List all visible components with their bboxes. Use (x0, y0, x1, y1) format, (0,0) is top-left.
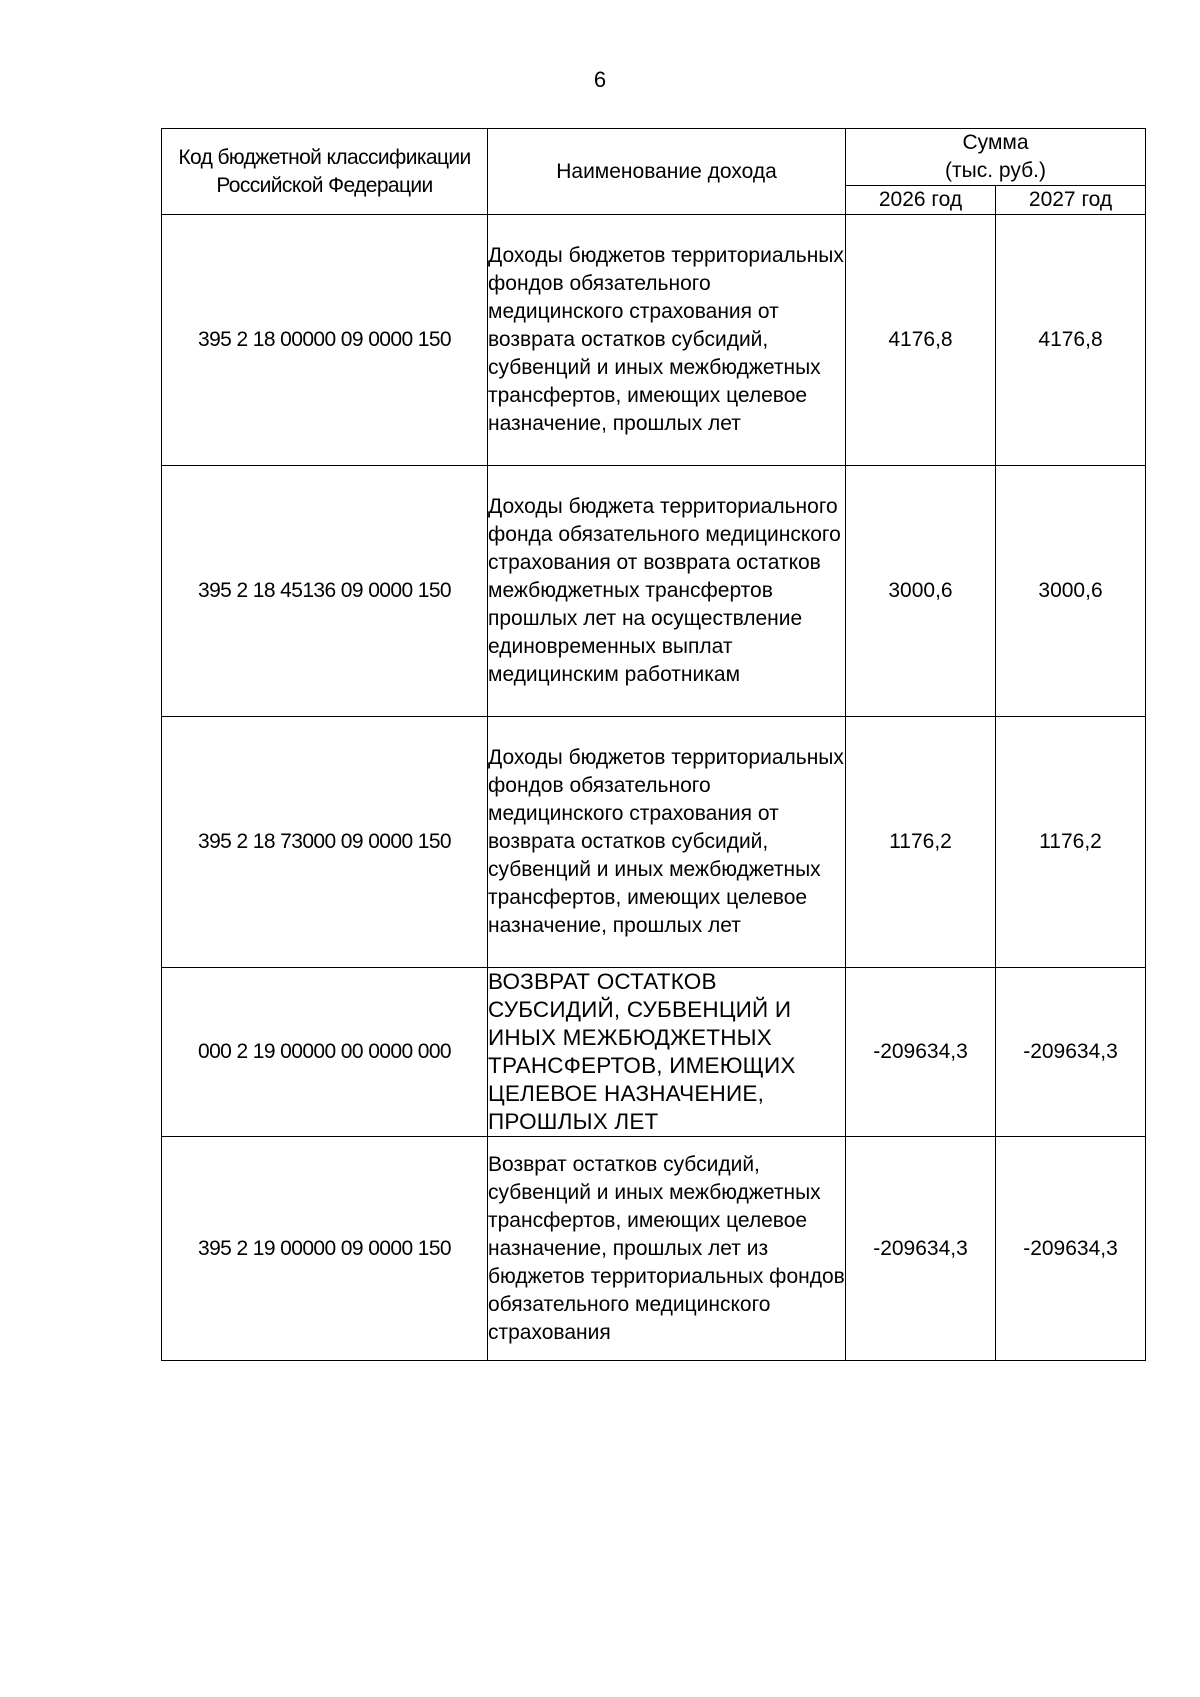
page-number: 6 (593, 67, 607, 92)
header-sum-unit: (тыс. руб.) (945, 159, 1046, 182)
header-year-2026: 2026 год (846, 186, 996, 215)
revenue-table (161, 128, 1146, 1361)
table-row (162, 466, 1146, 717)
row-code: 395 2 18 45136 09 0000 150 (162, 466, 488, 717)
row-value-2026: -209634,3 (846, 1137, 996, 1361)
row-name: ВОЗВРАТ ОСТАТКОВ СУБСИДИЙ, СУБВЕНЦИЙ И ИНЫХ МЕЖБЮДЖЕТНЫХ ТРАНСФЕРТОВ, ИМЕЮЩИХ ЦЕЛЕВОЕ НАЗНАЧЕНИЕ, ПРОШЛЫХ ЛЕТ (488, 968, 846, 1137)
header-code: Код бюджетной классификации Российской Федерации (162, 129, 488, 215)
header-year-2027: 2027 год (996, 186, 1146, 215)
table-row (162, 215, 1146, 466)
row-value-2027: 3000,6 (996, 466, 1146, 717)
row-value-2027: 1176,2 (996, 717, 1146, 968)
row-value-2027: -209634,3 (996, 1137, 1146, 1361)
table-row (162, 1137, 1146, 1361)
row-value-2026: -209634,3 (846, 968, 996, 1137)
row-value-2026: 4176,8 (846, 215, 996, 466)
table-row (162, 968, 1146, 1137)
row-name: Возврат остатков субсидий, субвенций и иных межбюджетных трансфертов, имеющих целевое назначение, прошлых лет из бюджетов территориальных фондов обязательного медицинского страхования (488, 1137, 846, 1361)
row-name: Доходы бюджетов территориальных фондов обязательного медицинского страхования от возврата остатков субсидий, субвенций и иных межбюджетных трансфертов, имеющих целевое назначение, прошлых лет (488, 215, 846, 466)
row-code: 000 2 19 00000 00 0000 000 (162, 968, 488, 1137)
row-code: 395 2 18 73000 09 0000 150 (162, 717, 488, 968)
row-value-2026: 3000,6 (846, 466, 996, 717)
header-sum-label: Сумма (962, 131, 1029, 154)
row-name: Доходы бюджета территориального фонда обязательного медицинского страхования от возврата остатков межбюджетных трансфертов прошлых лет на осуществление единовременных выплат медицинским работникам (488, 466, 846, 717)
row-code: 395 2 18 00000 09 0000 150 (162, 215, 488, 466)
row-value-2027: -209634,3 (996, 968, 1146, 1137)
row-value-2027: 4176,8 (996, 215, 1146, 466)
row-code: 395 2 19 00000 09 0000 150 (162, 1137, 488, 1361)
table-row (162, 717, 1146, 968)
row-value-2026: 1176,2 (846, 717, 996, 968)
header-row-1 (162, 129, 1146, 186)
header-sum (846, 129, 1146, 186)
header-name: Наименование дохода (488, 129, 846, 215)
row-name: Доходы бюджетов территориальных фондов обязательного медицинского страхования от возврата остатков субсидий, субвенций и иных межбюджетных трансфертов, имеющих целевое назначение, прошлых лет (488, 717, 846, 968)
